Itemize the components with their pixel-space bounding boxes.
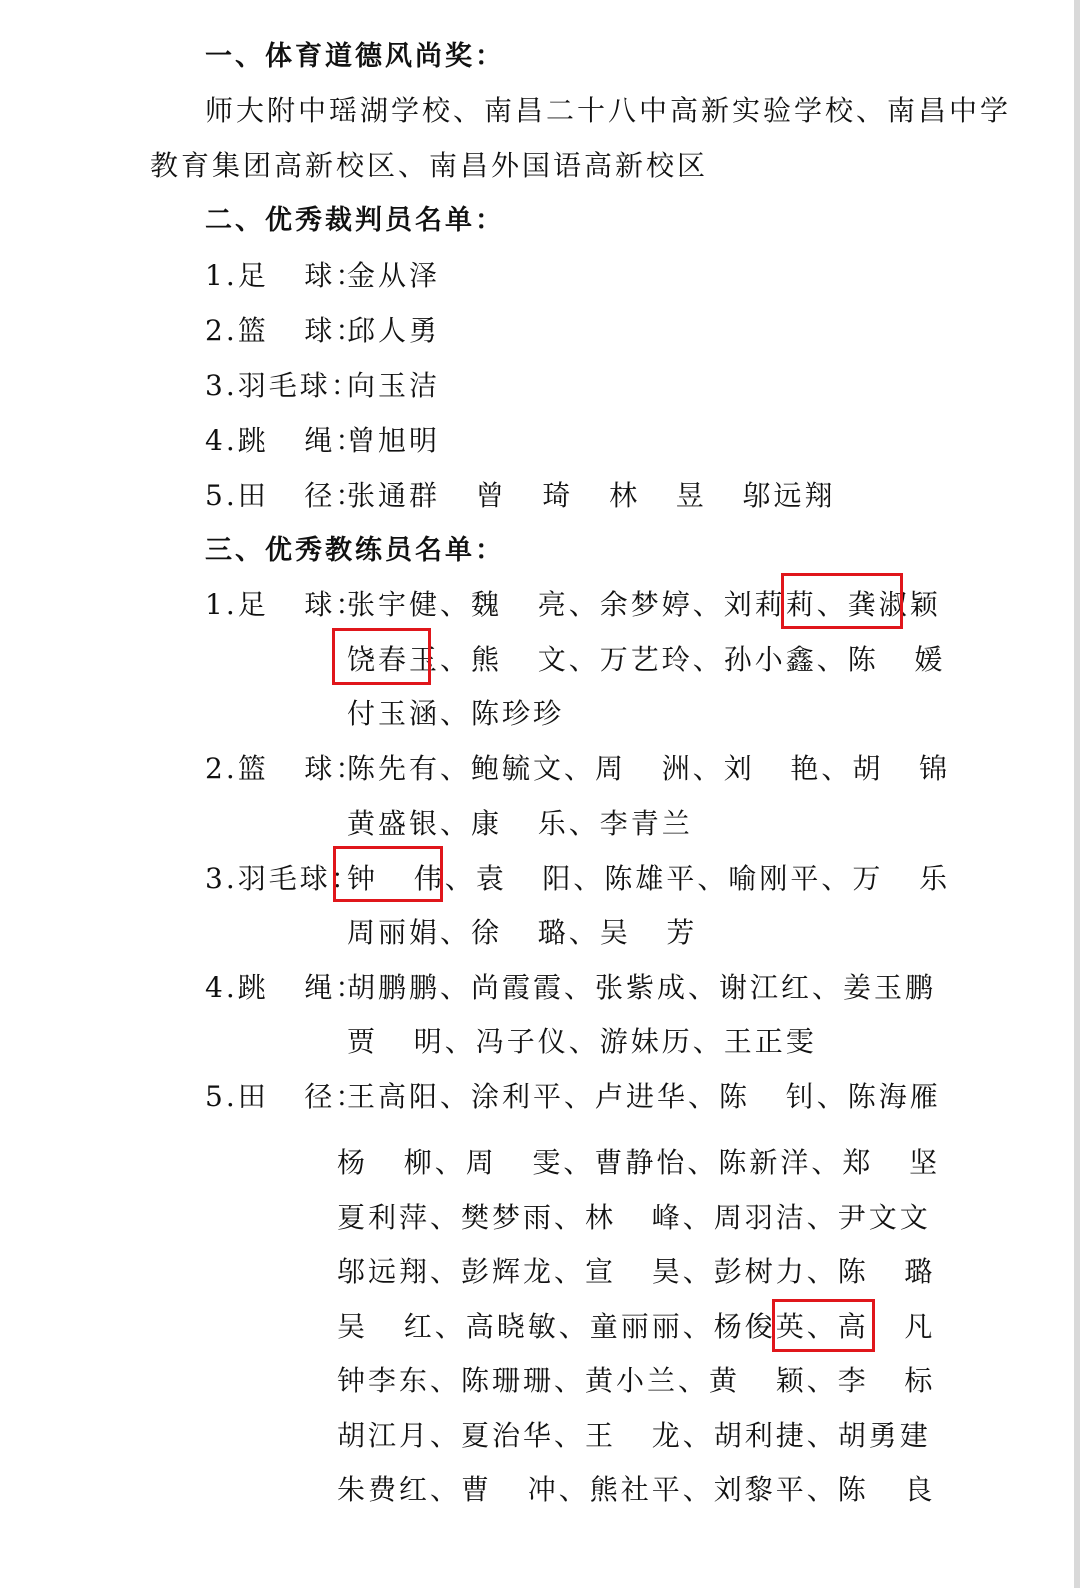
- coach-names-track-field-line-4: 邬远翔、彭辉龙、宣 昊、彭树力、陈 璐: [337, 1255, 936, 1288]
- highlight-box-zhong-wei: [333, 846, 443, 902]
- coach-names-basketball-line-1: 陈先有、鲍毓文、周 洲、刘 艳、胡 锦: [347, 752, 951, 785]
- coach-label-track-field: 5.田 径：: [205, 1080, 367, 1113]
- coach-names-basketball-line-2: 黄盛银、康 乐、李青兰: [347, 807, 693, 840]
- coach-names-badminton-line-2: 周丽娟、徐 璐、吴 芳: [347, 916, 698, 949]
- coach-names-track-field-line-2: 杨 柳、周 雯、曹静怡、陈新洋、郑 坚: [337, 1146, 941, 1179]
- highlight-box-gong-shuying: [781, 573, 903, 629]
- coach-names-track-field-line-8: 朱费红、曹 冲、熊社平、刘黎平、陈 良: [337, 1473, 936, 1506]
- coach-names-track-field-line-7: 胡江月、夏治华、王 龙、胡利捷、胡勇建: [337, 1419, 931, 1452]
- coach-label-rope-skipping: 4.跳 绳：: [205, 971, 367, 1004]
- highlight-box-rao-chunyu: [332, 628, 431, 685]
- award-schools-line-1: 师大附中瑶湖学校、南昌二十八中高新实验学校、南昌中学: [205, 94, 1012, 127]
- coach-names-football-line-3: 付玉涵、陈珍珍: [347, 697, 565, 730]
- referee-names-football: 金从泽: [347, 259, 441, 292]
- referee-label-basketball: 2.篮 球：: [205, 314, 367, 347]
- coach-names-track-field-line-3: 夏利萍、樊梦雨、林 峰、周羽洁、尹文文: [337, 1201, 931, 1234]
- referee-names-badminton: 向玉洁: [347, 369, 441, 402]
- coach-label-football: 1.足 球：: [205, 588, 367, 621]
- referee-names-basketball: 邱人勇: [347, 314, 441, 347]
- coach-names-badminton-line-1: 钟 伟、袁 阳、陈雄平、喻刚平、万 乐: [347, 862, 951, 895]
- referee-label-rope-skipping: 4.跳 绳：: [205, 424, 367, 457]
- referee-label-track-field: 5.田 径：: [205, 479, 367, 512]
- coach-label-basketball: 2.篮 球：: [205, 752, 367, 785]
- referee-names-rope-skipping: 曾旭明: [347, 424, 441, 457]
- highlight-box-gao-fan: [772, 1299, 875, 1352]
- coach-names-track-field-line-6: 钟李东、陈珊珊、黄小兰、黄 颖、李 标: [337, 1364, 936, 1397]
- referee-label-football: 1.足 球：: [205, 259, 367, 292]
- coach-names-rope-skipping-line-2: 贾 明、冯子仪、游妹历、王正雯: [347, 1025, 817, 1058]
- page-edge-shadow: [1074, 0, 1080, 1588]
- referee-names-track-field: 张通群 曾 琦 林 昱 邬远翔: [347, 479, 836, 512]
- coach-label-badminton: 3.羽毛球：: [205, 862, 362, 895]
- heading-coaches: 三、优秀教练员名单：: [205, 535, 505, 566]
- coach-names-football-line-2: 饶春玉、熊 文、万艺玲、孙小鑫、陈 媛: [347, 643, 946, 676]
- coach-names-track-field-line-1: 王高阳、涂利平、卢进华、陈 钊、陈海雁: [347, 1080, 941, 1113]
- coach-names-football-line-1: 张宇健、魏 亮、余梦婷、刘莉莉、龚淑颖: [347, 588, 941, 621]
- heading-sportsmanship-award: 一、体育道德风尚奖：: [205, 41, 505, 72]
- heading-referees: 二、优秀裁判员名单：: [205, 205, 505, 236]
- award-schools-line-2: 教育集团高新校区、南昌外国语高新校区: [150, 149, 709, 182]
- coach-names-track-field-line-5: 吴 红、高晓敏、童丽丽、杨俊英、高 凡: [337, 1310, 936, 1343]
- referee-label-badminton: 3.羽毛球：: [205, 369, 362, 402]
- coach-names-rope-skipping-line-1: 胡鹏鹏、尚霞霞、张紫成、谢江红、姜玉鹏: [347, 971, 937, 1004]
